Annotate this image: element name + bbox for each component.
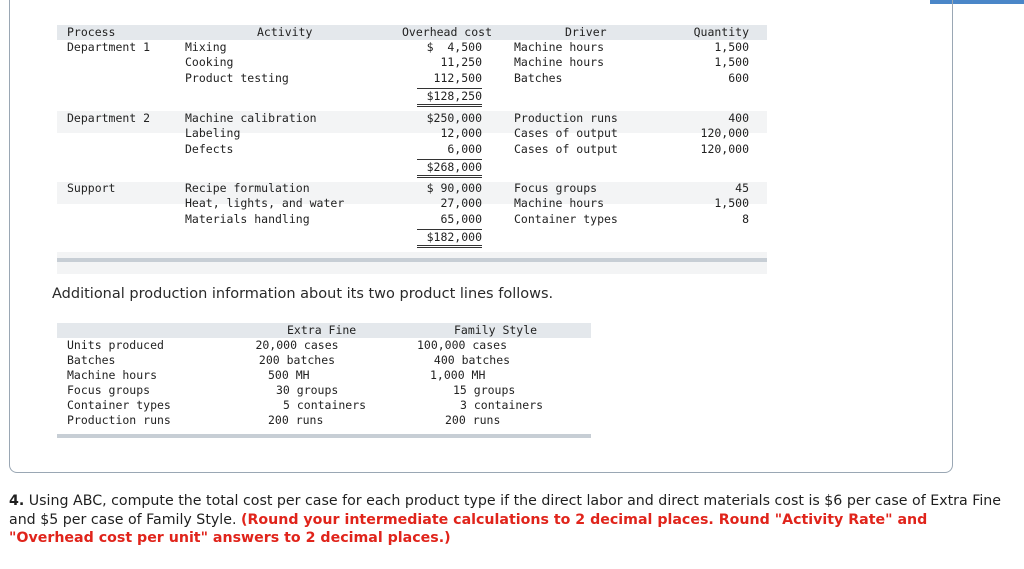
driver-cell: Batches: [514, 71, 563, 85]
driver-cell: Production runs: [514, 111, 618, 125]
driver-cell: Machine hours: [514, 40, 605, 54]
cost-cell: 112,500: [433, 71, 482, 85]
header-extra-fine: Extra Fine: [287, 323, 357, 337]
activity-cell: Mixing: [185, 40, 227, 54]
driver-cell: Container types: [514, 212, 618, 226]
extra-fine-cell: 30 groups: [276, 383, 339, 397]
table-bottom-rule: [57, 434, 591, 438]
extra-fine-cell: 5 containers: [283, 398, 367, 412]
activity-cell: Labeling: [185, 126, 241, 140]
extra-fine-cell: 200 batches: [258, 353, 336, 367]
activity-cell: Heat, lights, and water: [185, 196, 345, 210]
process-label: Department 1: [67, 40, 151, 54]
activity-cell: Cooking: [185, 55, 234, 69]
cost-cell: 11,250: [440, 55, 482, 69]
quantity-cell: 1,500: [714, 40, 749, 54]
row-label: Units produced: [67, 338, 164, 352]
quantity-cell: 1,500: [714, 55, 749, 69]
intro-paragraph: Additional production information about its two product lines follows.: [52, 286, 554, 302]
row-label: Production runs: [67, 413, 171, 427]
driver-cell: Cases of output: [514, 126, 618, 140]
family-style-cell: 15 groups: [453, 383, 516, 397]
cost-cell: $250,000: [426, 111, 482, 125]
question-number: 4.: [9, 493, 25, 509]
activity-cell: Machine calibration: [185, 111, 317, 125]
process-label: Support: [67, 181, 116, 195]
total-cell: $182,000: [417, 229, 482, 248]
question-body: Using ABC, compute the total cost per case for each product type if the direct labor and direct materials cost is $6 per case of Extra Fine and $5 per case of Family Style.: [9, 493, 1001, 528]
activity-cell: Recipe formulation: [185, 181, 310, 195]
activity-cell: Materials handling: [185, 212, 310, 226]
table-bottom-rule: [57, 258, 767, 262]
subtotal-cell: $128,250: [417, 88, 482, 107]
rounding-instruction: (Round your intermediate calculations to 2 decimal places. Round "Activity Rate" and "Overhead cost per unit" answers to 2 decimal places.): [9, 511, 928, 546]
driver-cell: Machine hours: [514, 55, 605, 69]
quantity-cell: 8: [742, 212, 749, 226]
driver-cell: Cases of output: [514, 142, 618, 156]
family-style-cell: 200 runs: [445, 413, 501, 427]
family-style-cell: 3 containers: [460, 398, 544, 412]
header-overhead-cost: Overhead cost: [402, 25, 493, 39]
extra-fine-cell: 200 runs: [268, 413, 324, 427]
driver-cell: Machine hours: [514, 196, 605, 210]
quantity-cell: 400: [728, 111, 749, 125]
family-style-cell: 400 batches: [433, 353, 511, 367]
row-label: Batches: [67, 353, 116, 367]
header-driver: Driver: [565, 25, 607, 39]
extra-fine-cell: 500 MH: [268, 368, 310, 382]
activity-cell: Defects: [185, 142, 234, 156]
subtotal-band: [57, 252, 767, 274]
quantity-cell: 600: [728, 71, 749, 85]
cost-cell: 6,000: [447, 142, 482, 156]
family-style-cell: 100,000 cases: [416, 338, 507, 352]
extra-fine-cell: 20,000 cases: [255, 338, 339, 352]
row-label: Focus groups: [67, 383, 151, 397]
quantity-cell: 45: [735, 181, 749, 195]
header-family-style: Family Style: [454, 323, 538, 337]
driver-cell: Focus groups: [514, 181, 598, 195]
cost-cell: 65,000: [440, 212, 482, 226]
subtotal-cell: $268,000: [417, 159, 482, 178]
family-style-cell: 1,000 MH: [430, 368, 486, 382]
activity-cell: Product testing: [185, 71, 289, 85]
quantity-cell: 1,500: [714, 196, 749, 210]
cost-cell: 27,000: [440, 196, 482, 210]
cost-cell: 12,000: [440, 126, 482, 140]
quantity-cell: 120,000: [700, 126, 749, 140]
row-label: Machine hours: [67, 368, 158, 382]
cost-cell: $ 4,500: [426, 40, 482, 54]
header-activity: Activity: [257, 25, 313, 39]
quantity-cell: 120,000: [700, 142, 749, 156]
header-process: Process: [67, 25, 116, 39]
header-quantity: Quantity: [693, 25, 749, 39]
question-text: [9, 492, 1009, 548]
row-label: Container types: [67, 398, 171, 412]
cost-cell: $ 90,000: [426, 181, 482, 195]
process-label: Department 2: [67, 111, 151, 125]
